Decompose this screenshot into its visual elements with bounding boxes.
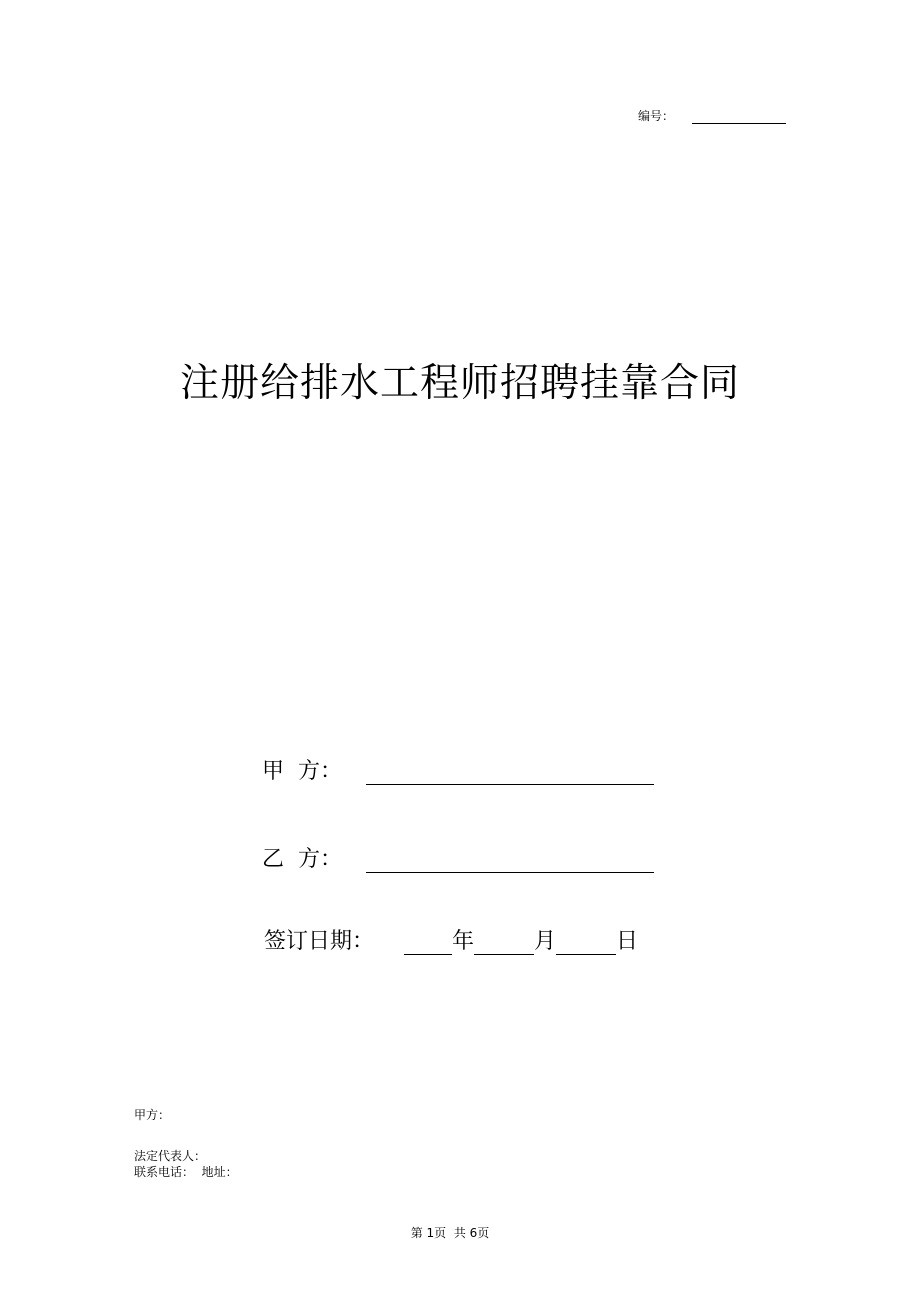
year-blank	[404, 932, 452, 955]
day-label: 日	[616, 929, 639, 954]
month-label: 月	[534, 929, 557, 954]
party-a-label: 甲 方：	[262, 759, 342, 784]
year-label: 年	[452, 929, 475, 954]
page-number: 第 1页 共 6页	[410, 1226, 490, 1240]
info-contact-address: 联系电话： 地址：	[134, 1165, 238, 1179]
document-number-label: 编号：	[638, 109, 675, 123]
sign-date-row	[264, 924, 638, 955]
party-a-row	[262, 754, 654, 785]
party-a-blank	[366, 762, 654, 785]
party-b-label: 乙 方：	[262, 847, 342, 872]
info-legal-representative: 法定代表人：	[134, 1149, 207, 1163]
sign-date-label: 签订日期：	[264, 929, 375, 954]
document-number	[638, 107, 786, 124]
day-blank	[556, 932, 616, 955]
month-blank	[474, 932, 534, 955]
party-b-row	[262, 842, 654, 873]
document-number-blank	[692, 111, 786, 124]
party-b-blank	[366, 850, 654, 873]
document-title: 注册给排水工程师招聘挂靠合同	[179, 361, 740, 406]
info-party-a: 甲方：	[134, 1108, 171, 1122]
